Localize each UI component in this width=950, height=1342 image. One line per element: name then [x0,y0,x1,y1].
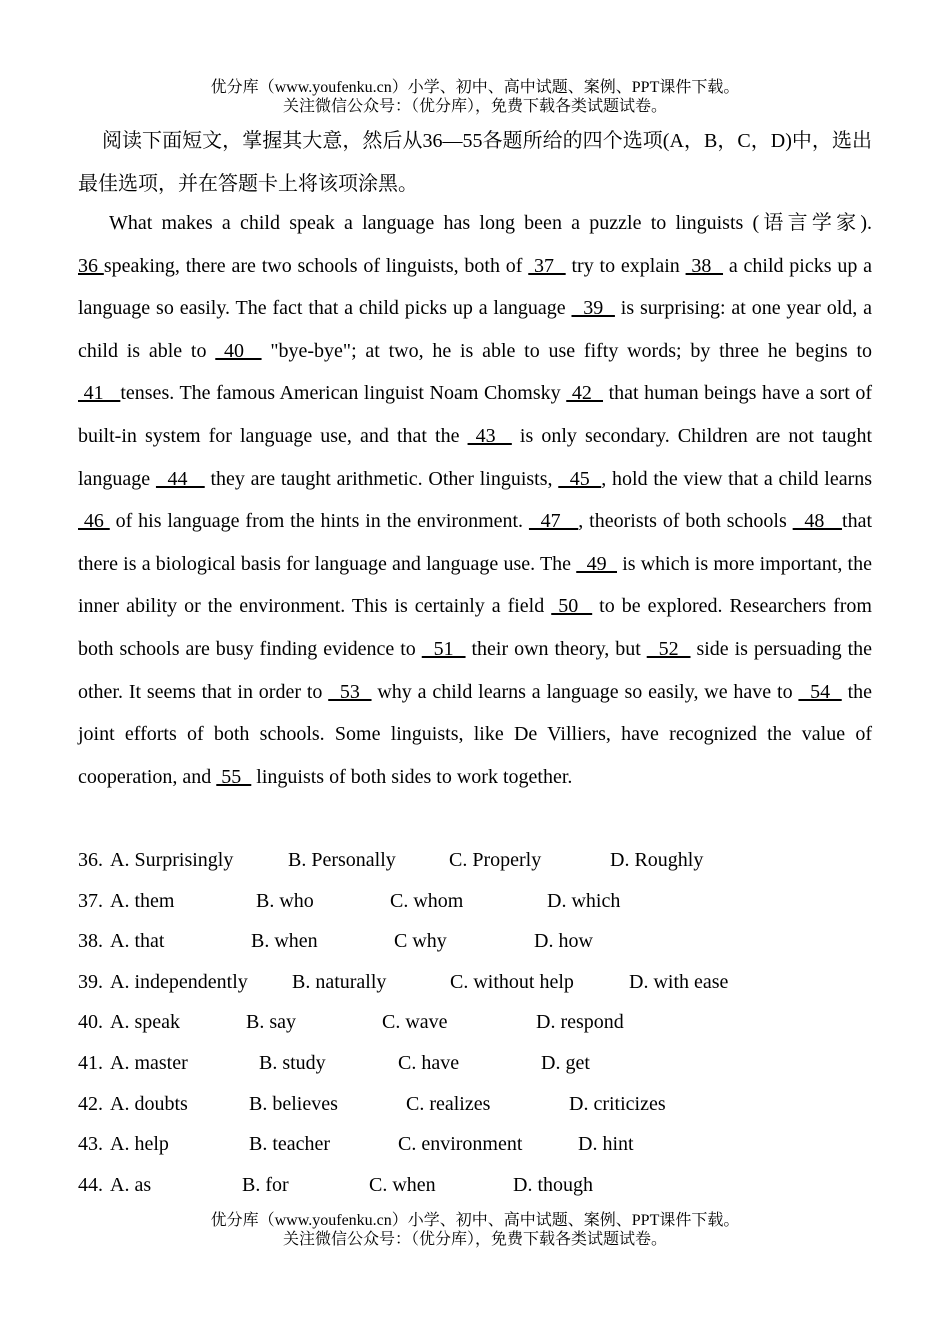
passage-text: why a child learns a language so easily, we have to [371,680,799,703]
question-number: 36. [78,849,103,871]
answer-blank: 38 [685,254,724,277]
header-line-1: 优分库（www.youfenku.cn）小学、初中、高中试题、案例、PPT课件下载。 [210,79,740,96]
option-d: D. hint [578,1133,634,1156]
passage-text: of his language from the hints in the environment. [109,510,529,533]
page-footer [0,1211,950,1249]
passage-text: side is persuading the other. It seems that in order to [78,637,873,703]
option-a: A. that [110,930,165,953]
passage-text: tenses. The famous American linguist Noam Chomsky [120,382,567,405]
option-b: B. teacher [249,1133,331,1156]
question-row [78,1084,878,1125]
option-d: D. though [513,1173,593,1196]
option-b: B. for [242,1173,289,1196]
answer-blank: 41 [78,382,121,405]
option-a: A. Surprisingly [110,849,234,871]
question-number: 41. [78,1051,103,1074]
footer-line-2: 关注微信公众号：（优分库），免费下载各类试题试卷。 [282,1231,667,1248]
option-d: D. how [534,930,593,953]
option-b: B. naturally [292,970,387,993]
option-b: B. when [251,930,318,953]
passage-text: that human beings have a sort of built-in system for language use, and that the [78,382,873,447]
passage-text: , theorists of both schools [578,510,793,533]
question-row [78,881,878,922]
answer-blank: 53 [328,680,372,703]
answer-blank: 47 [528,510,579,533]
question-row [78,921,878,962]
option-a: A. help [110,1133,169,1156]
answer-blank: 51 [421,637,466,660]
question-number: 42. [78,1092,103,1115]
option-d: D. with ease [629,970,729,993]
passage-text: they are taught arithmetic. Other linguists, [204,467,559,490]
passage-text: a child picks up a language so easily. The fact that a child picks up a language [78,254,873,320]
option-a: A. them [110,889,175,912]
passage-text: their own theory, but [465,637,647,660]
option-c: C why [394,930,447,953]
option-b: B. who [256,889,314,912]
option-c: C. have [398,1051,460,1074]
option-d: D. criticizes [569,1092,666,1115]
option-c: C. Properly [449,849,542,871]
passage-text: linguists of both sides to work together. [251,765,573,788]
header-line-2: 关注微信公众号：（优分库），免费下载各类试题试卷。 [282,98,667,115]
passage-text: that there is a biological basis for language and language use. The [78,510,873,575]
option-a: A. independently [110,970,248,993]
option-d: D. which [547,889,621,912]
passage-text: to be explored. Researchers from both schools are busy finding evidence to [78,595,872,660]
answer-blank: 36 [78,254,104,277]
option-d: D. Roughly [610,849,704,871]
answer-blank: 42 [566,382,603,405]
answer-blank: 50 [551,595,593,618]
option-c: C. whom [390,889,464,912]
passage-text: What makes a child speak a language has long been a puzzle to linguists (语言学家). [109,212,872,234]
question-number: 40. [78,1011,103,1034]
question-number: 37. [78,889,103,912]
question-number: 39. [78,970,103,993]
question-row [78,1043,878,1084]
answer-blank: 43 [467,424,512,447]
option-c: C. wave [382,1011,448,1034]
answer-blank: 46 [78,510,110,533]
question-number: 38. [78,930,103,953]
answer-blank: 52 [646,637,691,660]
option-d: D. get [541,1051,590,1074]
passage-text: try to explain [565,254,686,277]
question-row [78,1124,878,1165]
answer-blank: 49 [576,552,617,575]
passage-text: is only secondary. Children are not taught language [78,424,873,490]
answer-blank: 39 [571,297,615,320]
passage-text: speaking, there are two schools of linguists, both of [103,254,529,277]
passage-text: is surprising: at one year old, a child is able to [78,297,872,362]
question-row [78,840,878,881]
question-row [78,1165,878,1206]
footer-line-1: 优分库（www.youfenku.cn）小学、初中、高中试题、案例、PPT课件下载。 [210,1212,740,1229]
option-b: B. Personally [288,849,396,871]
option-b: B. say [246,1011,296,1034]
option-c: C. without help [450,970,574,993]
question-list [78,840,878,1205]
passage-text: the joint efforts of both schools. Some linguists, like De Villiers, have recognized the value of cooperation, and [78,680,872,788]
answer-blank: 37 [528,254,566,277]
passage-text: "bye-bye"; at two, he is able to use fifty words; by three he begins to [261,339,873,362]
option-b: B. study [259,1051,326,1074]
option-a: A. speak [110,1011,180,1034]
page-header [0,78,950,116]
question-number: 44. [78,1173,103,1196]
option-a: A. as [110,1173,152,1196]
answer-blank: 48 [792,510,843,533]
answer-blank: 40 [215,339,262,362]
option-c: C. environment [398,1133,523,1156]
option-b: B. believes [249,1092,338,1115]
passage-text: is which is more important, the inner ability or the environment. This is certainly a field [78,552,872,618]
option-c: C. when [369,1173,436,1196]
question-row [78,962,878,1003]
option-c: C. realizes [406,1092,491,1115]
instruction: 阅读下面短文，掌握其大意，然后从36—55各题所给的四个选项(A，B，C，D)中，选出最佳选项，并在答题卡上将该项涂黑。 [78,130,872,195]
answer-blank: 55 [216,765,252,788]
option-d: D. respond [536,1011,624,1034]
answer-blank: 45 [558,467,602,490]
passage-text: , hold the view that a child learns [601,467,873,490]
answer-blank: 44 [155,467,205,490]
option-a: A. doubts [110,1092,188,1115]
question-row [78,1002,878,1043]
question-number: 43. [78,1133,103,1156]
answer-blank: 54 [798,680,842,703]
cloze-passage [78,202,872,798]
option-a: A. master [110,1051,188,1074]
